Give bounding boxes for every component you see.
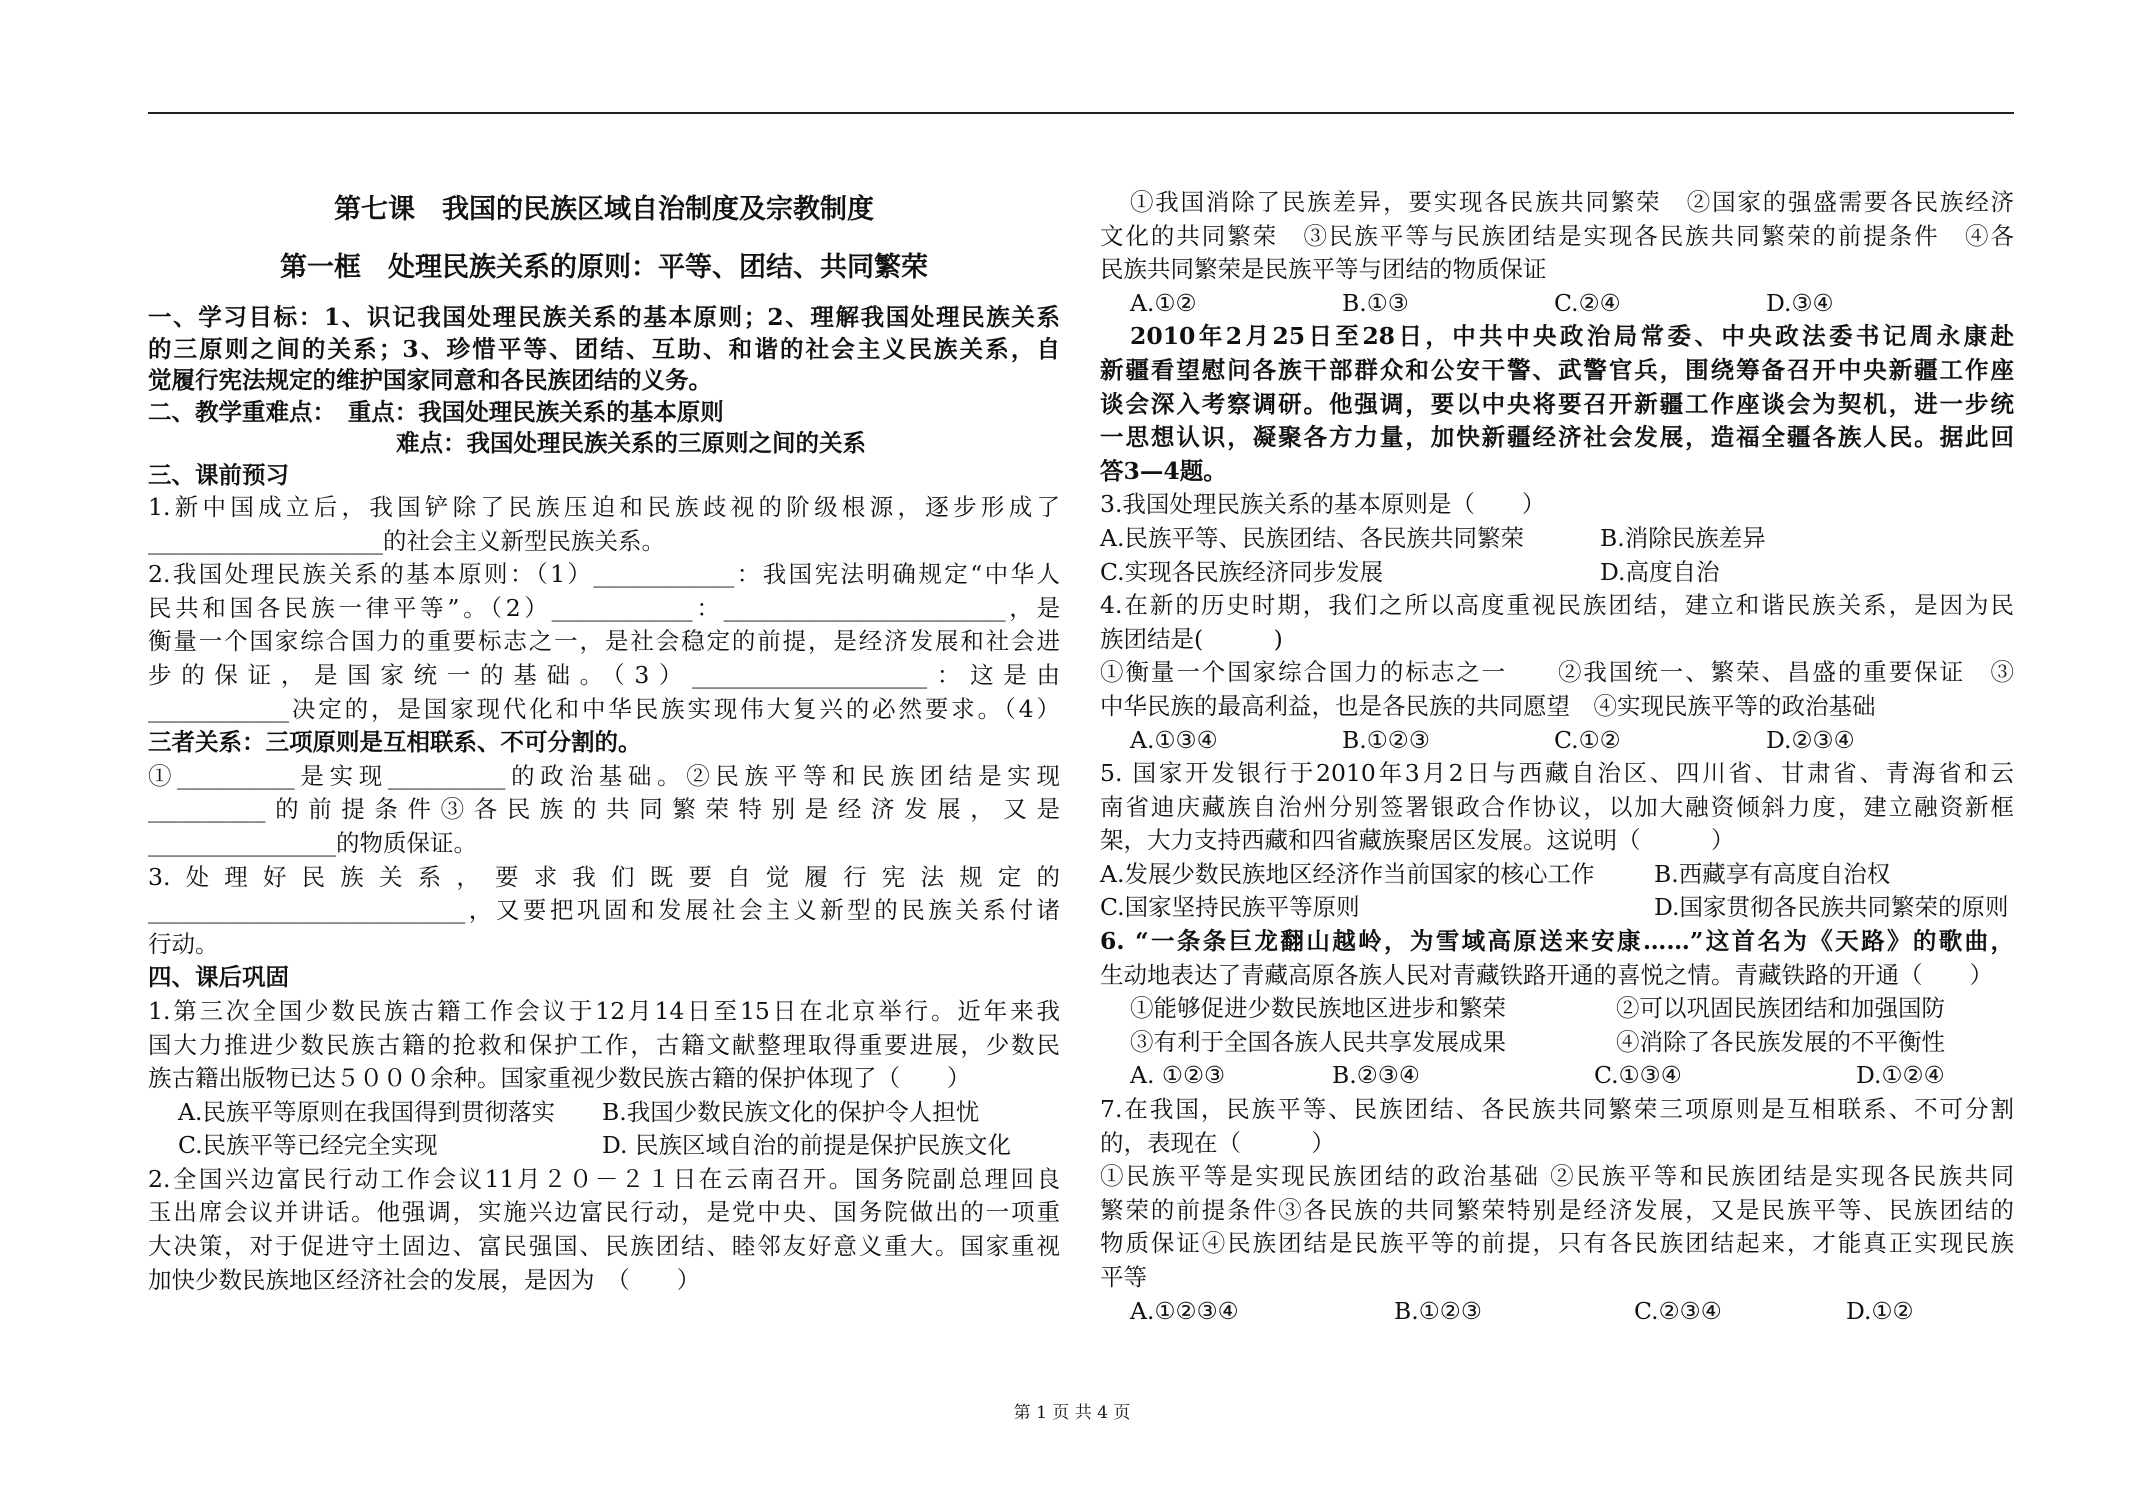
q5-options [1100,858,2014,892]
q7-statements: 物质保证④民族团结是民族平等的前提，只有各民族团结起来，才能真正实现民族 [1100,1229,2014,1258]
q4-options [1100,724,2014,758]
q7-statements: 繁荣的前提条件③各民族的共同繁荣特别是经济发展，又是民族平等、民族团结的 [1100,1195,2014,1224]
objectives-line: 觉履行宪法规定的维护国家同意和各民族团结的义务。 [148,366,712,394]
key-points-line: 二、教学重难点： 重点：我国处理民族关系的基本原则 [148,397,724,426]
preview-q2: 衡量一个国家综合国力的重要标志之一，是社会稳定的前提，是经济发展和社会进 [148,627,1060,656]
option: A.①② [1130,288,1197,317]
relation-line: ①__________是实现__________的政治基础。②民族平等和民族团结是实现 [148,761,1060,790]
q7-statements: ①民族平等是实现民族团结的政治基础 ②民族平等和民族团结是实现各民族共同 [1100,1162,2014,1191]
relation-line: ________________的物质保证。 [148,828,477,857]
review-heading: 四、课后巩固 [148,963,289,992]
option: B.①②③ [1342,725,1430,754]
option: D.①②④ [1856,1061,1945,1090]
q6-options [1100,1059,2014,1093]
q4-statements: ①衡量一个国家综合国力的标志之一 ②我国统一、繁荣、昌盛的重要保证 ③ [1100,658,2014,687]
option: ③有利于全国各族人民共享发展成果 [1130,1027,1506,1056]
q4-statements: 中华民族的最高利益，也是各民族的共同愿望 ④实现民族平等的政治基础 [1100,691,1876,720]
review-q1-options [148,1096,1060,1130]
review-q1-options [148,1129,1060,1163]
q3-options [1100,522,2014,556]
preview-q3: ___________________________，又要把巩固和发展社会主义新型的民族关系付诸 [148,896,1060,925]
q7-stem: 7.在我国，民族平等、民族团结、各民族共同繁荣三项原则是互相联系、不可分割 [1100,1095,2014,1124]
news-passage: 新疆看望慰问各族干部群众和公安干警、武警官兵，围绕筹备召开中央新疆工作座 [1100,355,2014,384]
review-q1: 族古籍出版物已达５０００余种。国家重视少数民族古籍的保护体现了（ ） [148,1064,971,1093]
objectives-line: 的三原则之间的关系；3、珍惜平等、团结、互助、和谐的社会主义民族关系，自 [148,334,1060,363]
q5-stem: 架，大力支持西藏和四省藏族聚居区发展。这说明（ ） [1100,826,1735,855]
preview-heading: 三、课前预习 [148,460,289,489]
option: B.西藏享有高度自治权 [1654,859,1891,888]
option: ②可以巩固民族团结和加强国防 [1616,994,1945,1023]
left-column [148,180,1060,1297]
option: D.高度自治 [1600,557,1720,586]
q4-stem: 族团结是( ) [1100,624,1283,653]
option: ④消除了各民族发展的不平衡性 [1616,1027,1945,1056]
option: B.①②③ [1394,1296,1482,1325]
review-q2: 加快少数民族地区经济社会的发展，是因为 （ ） [148,1265,701,1294]
q3-options [1100,556,2014,590]
review-q1: 1.第三次全国少数民族古籍工作会议于12月14日至15日在北京举行。近年来我 [148,996,1060,1025]
q5-stem: 南省迪庆藏族自治州分别签署银政合作协议，以加大融资倾斜力度，建立融资新框 [1100,792,2014,821]
preview-q2: ____________决定的，是国家现代化和中华民族实现伟大复兴的必然要求。（4） [148,694,1060,723]
option: A.民族平等原则在我国得到贯彻落实 [178,1097,555,1126]
preview-q2: 2.我国处理民族关系的基本原则：（1）____________：我国宪法明确规定“中华人 [148,560,1060,589]
option: B.①③ [1342,288,1409,317]
q3-stem: 3.我国处理民族关系的基本原则是（ ） [1100,490,1546,519]
q5-options [1100,891,2014,925]
q7-statements: 平等 [1100,1263,1147,1291]
q2-options [1100,287,2014,321]
option: C.实现各民族经济同步发展 [1100,557,1384,586]
q6-statements [1100,992,2014,1026]
right-column [1100,186,2014,1328]
option: D. 民族区域自治的前提是保护民族文化 [602,1131,1011,1160]
q6-stem: 6. “一条条巨龙翻山越岭，为雪域高原送来安康……”这首名为《天路》的歌曲， [1100,927,2014,956]
preview-q2: 步的保证，是国家统一的基础。（3）____________________：这是由 [148,660,1060,689]
q7-stem: 的，表现在（ ） [1100,1128,1335,1157]
preview-q1: ____________________的社会主义新型民族关系。 [148,526,665,555]
news-passage: 一思想认识，凝聚各方力量，加快新疆经济社会发展，造福全疆各族人民。据此回 [1100,423,2014,452]
option: C.①③④ [1594,1061,1682,1090]
option: C.②③④ [1634,1296,1722,1325]
difficulty-line: 难点：我国处理民族关系的三原则之间的关系 [396,429,866,457]
review-q2: 大决策，对于促进守土固边、富民强国、民族团结、睦邻友好意义重大。国家重视 [148,1232,1060,1261]
option: D.国家贯彻各民族共同繁荣的原则 [1654,893,2009,922]
q7-options [1100,1295,2014,1329]
option: C.①② [1554,725,1621,754]
option: D.③④ [1766,288,1834,317]
objectives-line: 一、学习目标：1、识记我国处理民族关系的基本原则；2、理解我国处理民族关系 [148,303,1060,331]
option: B.消除民族差异 [1600,523,1766,552]
q5-stem: 5. 国家开发银行于2010年3月2日与西藏自治区、四川省、甘肃省、青海省和云 [1100,759,2014,788]
option: C.国家坚持民族平等原则 [1100,893,1360,922]
relation-line: __________的前提条件③各民族的共同繁荣特别是经济发展，又是 [148,795,1060,824]
option: A.民族平等、民族团结、各民族共同繁荣 [1100,523,1524,552]
q4-stem: 4.在新的历史时期，我们之所以高度重视民族团结，建立和谐民族关系，是因为民 [1100,591,2014,620]
section-title: 第一框 处理民族关系的原则：平等、团结、共同繁荣 [280,252,928,283]
option: A. ①②③ [1130,1061,1226,1090]
relation-heading: 三者关系：三项原则是互相联系、不可分割的。 [148,728,642,757]
option: C.民族平等已经完全实现 [178,1131,438,1160]
q2-statements: 民族共同繁荣是民族平等与团结的物质保证 [1100,255,1547,284]
preview-q3: 行动。 [148,929,219,958]
header-rule [148,112,2014,114]
option: C.②④ [1554,288,1621,317]
option: D.②③④ [1766,725,1855,754]
q2-statements: 文化的共同繁荣 ③民族平等与民族团结是实现各民族共同繁荣的前提条件 ④各 [1100,221,2014,250]
option: D.①② [1846,1296,1914,1325]
option: A.①③④ [1130,725,1218,754]
q6-statements [1100,1026,2014,1060]
news-passage: 2010年2月25日至28日，中共中央政治局常委、中央政法委书记周永康赴 [1130,322,2014,351]
option: A.发展少数民族地区经济作当前国家的核心工作 [1100,859,1595,888]
page-footer: 第 1 页 共 4 页 [1013,1403,1131,1423]
q6-stem: 生动地表达了青藏高原各族人民对青藏铁路开通的喜悦之情。青藏铁路的开通（ ） [1100,960,1993,989]
option: ①能够促进少数民族地区进步和繁荣 [1130,994,1506,1023]
review-q2: 2.全国兴边富民行动工作会议11月２０－２１日在云南召开。国务院副总理回良 [148,1164,1060,1193]
lesson-title: 第七课 我国的民族区域自治制度及宗教制度 [334,194,874,225]
q2-statements: ①我国消除了民族差异，要实现各民族共同繁荣 ②国家的强盛需要各民族经济 [1130,188,2014,216]
news-passage: 答3—4题。 [1100,456,1227,485]
option: B.我国少数民族文化的保护令人担忧 [602,1097,980,1126]
option: A.①②③④ [1130,1296,1239,1325]
news-passage: 谈会深入考察调研。他强调，要以中央将要召开新疆工作座谈会为契机，进一步统 [1100,389,2014,418]
review-q2: 玉出席会议并讲话。他强调，实施兴边富民行动，是党中央、国务院做出的一项重 [148,1198,1060,1227]
review-q1: 国大力推进少数民族古籍的抢救和保护工作，古籍文献整理取得重要进展，少数民 [148,1030,1060,1059]
preview-q2: 民共和国各民族一律平等”。（2）____________：________________________，是 [148,593,1060,622]
preview-q1: 1.新中国成立后，我国铲除了民族压迫和民族歧视的阶级根源，逐步形成了 [148,493,1060,521]
preview-q3: 3.处理好民族关系，要求我们既要自觉履行宪法规定的 [148,862,1060,891]
option: B.②③④ [1332,1061,1420,1090]
